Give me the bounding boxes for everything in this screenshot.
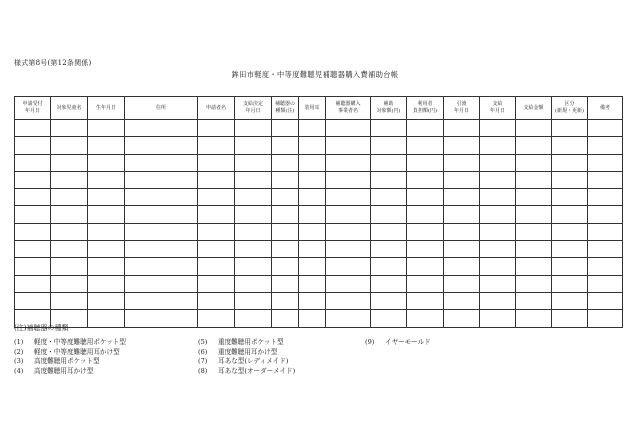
table-cell	[552, 189, 588, 206]
table-cell	[516, 206, 552, 223]
table-cell	[125, 258, 198, 275]
table-cell	[407, 310, 444, 327]
table-cell	[552, 258, 588, 275]
header-hearing-aid-type: 補聴器の 種類(注)	[272, 97, 299, 120]
table-cell	[198, 137, 235, 154]
table-cell	[15, 137, 51, 154]
table-cell	[125, 171, 198, 188]
table-cell	[588, 154, 623, 171]
table-cell	[444, 137, 480, 154]
table-cell	[444, 206, 480, 223]
table-cell	[444, 292, 480, 309]
table-cell	[371, 120, 407, 137]
table-row	[15, 171, 623, 188]
table-cell	[407, 154, 444, 171]
legend-item-label: 高度難聴用ポケット型	[34, 357, 100, 365]
table-cell	[516, 310, 552, 327]
table-cell	[516, 137, 552, 154]
table-cell	[51, 137, 88, 154]
table-cell	[51, 154, 88, 171]
table-cell	[371, 206, 407, 223]
table-cell	[272, 223, 299, 240]
legend-column-2	[198, 338, 295, 376]
table-cell	[125, 310, 198, 327]
table-cell	[552, 275, 588, 292]
table-cell	[480, 206, 516, 223]
table-cell	[272, 154, 299, 171]
table-cell	[15, 189, 51, 206]
table-cell	[198, 171, 235, 188]
table-cell	[407, 137, 444, 154]
header-remarks: 備考	[588, 97, 623, 120]
legend-item-label: イヤーモールド	[385, 338, 431, 346]
table-row	[15, 189, 623, 206]
header-address: 住所	[125, 97, 198, 120]
table-cell	[299, 206, 326, 223]
table-cell	[125, 241, 198, 258]
table-cell	[480, 292, 516, 309]
table-cell	[371, 171, 407, 188]
table-cell	[371, 154, 407, 171]
table-header-row	[15, 97, 623, 120]
table-cell	[235, 223, 272, 240]
table-cell	[51, 292, 88, 309]
legend-item-label: 耳あな型(レディメイド)	[218, 357, 289, 365]
table-cell	[516, 241, 552, 258]
legend-item	[14, 338, 126, 348]
legend-item	[14, 357, 126, 367]
table-cell	[272, 241, 299, 258]
legend-item-label: 重度難聴用耳かけ型	[218, 347, 278, 356]
header-applicant-name: 申請者名	[198, 97, 235, 120]
table-cell	[272, 292, 299, 309]
table-cell	[235, 120, 272, 137]
table-cell	[480, 241, 516, 258]
table-cell	[552, 223, 588, 240]
table-cell	[480, 154, 516, 171]
table-cell	[235, 275, 272, 292]
legend-item-number: (4)	[14, 366, 24, 375]
table-cell	[272, 120, 299, 137]
legend-item	[14, 348, 126, 358]
table-row	[15, 137, 623, 154]
legend-item	[198, 367, 295, 377]
table-cell	[272, 258, 299, 275]
table-cell	[198, 223, 235, 240]
header-payment-date: 支給 年月日	[480, 97, 516, 120]
table-cell	[444, 189, 480, 206]
table-cell	[15, 275, 51, 292]
table-cell	[588, 206, 623, 223]
table-row	[15, 154, 623, 171]
header-wearing-ear: 装用耳	[299, 97, 326, 120]
table-cell	[272, 137, 299, 154]
table-cell	[588, 310, 623, 327]
table-cell	[51, 171, 88, 188]
table-cell	[552, 171, 588, 188]
table-cell	[480, 275, 516, 292]
table-cell	[444, 171, 480, 188]
table-cell	[15, 120, 51, 137]
table-cell	[444, 223, 480, 240]
table-cell	[407, 120, 444, 137]
header-birth-date: 生年月日	[88, 97, 125, 120]
legend-column-1	[14, 338, 126, 376]
legend-item-number: (9)	[365, 338, 375, 346]
table-cell	[299, 310, 326, 327]
table-cell	[235, 189, 272, 206]
table-cell	[552, 310, 588, 327]
table-cell	[235, 241, 272, 258]
table-cell	[371, 223, 407, 240]
table-row	[15, 120, 623, 137]
table-cell	[326, 223, 371, 240]
table-cell	[552, 154, 588, 171]
subsidy-ledger-table	[14, 96, 623, 328]
table-cell	[516, 189, 552, 206]
table-cell	[198, 206, 235, 223]
table-cell	[125, 206, 198, 223]
table-cell	[299, 241, 326, 258]
legend-item-number: (5)	[198, 338, 208, 346]
table-cell	[588, 241, 623, 258]
header-user-burden: 利用者 負担額(円)	[407, 97, 444, 120]
table-cell	[588, 275, 623, 292]
header-child-name: 対象児童名	[51, 97, 88, 120]
legend-item-number: (8)	[198, 366, 208, 375]
table-cell	[235, 258, 272, 275]
document-title: 鉾田市軽度・中等度難聴児補聴器購入費補助台帳	[231, 70, 399, 79]
table-cell	[51, 223, 88, 240]
table-cell	[588, 292, 623, 309]
table-cell	[299, 292, 326, 309]
table-cell	[371, 189, 407, 206]
table-cell	[88, 189, 125, 206]
table-cell	[125, 154, 198, 171]
table-cell	[326, 241, 371, 258]
table-row	[15, 310, 623, 327]
table-cell	[299, 137, 326, 154]
table-cell	[88, 120, 125, 137]
table-cell	[326, 206, 371, 223]
table-cell	[88, 241, 125, 258]
table-cell	[371, 310, 407, 327]
table-cell	[15, 171, 51, 188]
table-cell	[516, 258, 552, 275]
table-cell	[88, 258, 125, 275]
table-cell	[198, 120, 235, 137]
legend-column-3	[365, 338, 431, 348]
table-body	[15, 120, 623, 328]
table-row	[15, 275, 623, 292]
header-delivery-date: 引渡 年月日	[444, 97, 480, 120]
table-cell	[444, 241, 480, 258]
table-cell	[198, 189, 235, 206]
table-cell	[588, 171, 623, 188]
table-cell	[516, 154, 552, 171]
table-cell	[516, 120, 552, 137]
table-cell	[299, 189, 326, 206]
table-cell	[407, 206, 444, 223]
header-decision-date: 支給決定 年月日	[235, 97, 272, 120]
table-cell	[272, 171, 299, 188]
notes-title: (注)補聴器の種類	[14, 324, 69, 332]
table-cell	[88, 154, 125, 171]
table-row	[15, 223, 623, 240]
table-cell	[51, 258, 88, 275]
table-cell	[588, 137, 623, 154]
table-cell	[198, 154, 235, 171]
table-cell	[125, 292, 198, 309]
legend-item	[198, 348, 295, 358]
table-cell	[15, 292, 51, 309]
legend-item-number: (3)	[14, 357, 24, 365]
legend-item-label: 軽度・中等度難聴用ポケット型	[34, 338, 126, 346]
table-cell	[51, 241, 88, 258]
form-number-label: 様式第8号(第12条関係)	[14, 59, 92, 67]
table-cell	[299, 171, 326, 188]
table-cell	[480, 171, 516, 188]
table-cell	[15, 154, 51, 171]
table-cell	[326, 189, 371, 206]
table-cell	[272, 310, 299, 327]
table-cell	[235, 137, 272, 154]
table-cell	[88, 292, 125, 309]
table-cell	[51, 120, 88, 137]
table-cell	[88, 223, 125, 240]
table-cell	[407, 223, 444, 240]
table-cell	[480, 189, 516, 206]
table-cell	[326, 292, 371, 309]
legend-item	[14, 367, 126, 377]
header-subsidy-amount: 補助 対象額(円)	[371, 97, 407, 120]
legend-item-number: (6)	[198, 347, 208, 356]
table-cell	[407, 171, 444, 188]
table-cell	[235, 206, 272, 223]
table-cell	[51, 189, 88, 206]
table-cell	[371, 292, 407, 309]
table-cell	[516, 275, 552, 292]
table-cell	[407, 275, 444, 292]
table-cell	[371, 275, 407, 292]
table-cell	[588, 223, 623, 240]
table-cell	[407, 258, 444, 275]
table-cell	[326, 258, 371, 275]
table-cell	[516, 223, 552, 240]
table-cell	[125, 189, 198, 206]
table-cell	[480, 223, 516, 240]
table-cell	[480, 258, 516, 275]
table-cell	[125, 120, 198, 137]
table-cell	[444, 275, 480, 292]
table-cell	[235, 292, 272, 309]
table-cell	[444, 120, 480, 137]
table-cell	[552, 120, 588, 137]
table-cell	[588, 189, 623, 206]
table-cell	[88, 310, 125, 327]
table-cell	[552, 137, 588, 154]
legend-item-number: (7)	[198, 357, 208, 365]
table-row	[15, 258, 623, 275]
table-cell	[198, 275, 235, 292]
table-cell	[299, 275, 326, 292]
legend-item-number: (2)	[14, 347, 24, 356]
table-cell	[198, 258, 235, 275]
header-category: 区分 (新規・更新)	[552, 97, 588, 120]
table-cell	[480, 120, 516, 137]
table-cell	[516, 171, 552, 188]
legend-item-number: (1)	[14, 338, 24, 346]
header-application-date: 申請受付 年月日	[15, 97, 51, 120]
table-cell	[125, 275, 198, 292]
table-cell	[371, 241, 407, 258]
table-cell	[552, 292, 588, 309]
table-cell	[15, 241, 51, 258]
table-cell	[272, 206, 299, 223]
table-cell	[125, 137, 198, 154]
table-cell	[371, 258, 407, 275]
table-cell	[326, 137, 371, 154]
legend-item-label: 重度難聴用ポケット型	[218, 338, 284, 346]
table-cell	[326, 154, 371, 171]
table-row	[15, 206, 623, 223]
table-cell	[371, 137, 407, 154]
table-cell	[326, 120, 371, 137]
table-cell	[588, 120, 623, 137]
table-cell	[326, 275, 371, 292]
table-cell	[235, 310, 272, 327]
table-cell	[15, 206, 51, 223]
header-vendor-name: 補聴器購入 事業者名	[326, 97, 371, 120]
table-cell	[198, 310, 235, 327]
table-cell	[51, 206, 88, 223]
table-cell	[480, 137, 516, 154]
table-cell	[272, 189, 299, 206]
table-cell	[88, 137, 125, 154]
legend-item-label: 耳あな型(オーダーメイド)	[218, 366, 296, 375]
table-cell	[235, 171, 272, 188]
table-cell	[299, 223, 326, 240]
table-cell	[88, 206, 125, 223]
table-cell	[407, 189, 444, 206]
table-cell	[299, 258, 326, 275]
table-cell	[326, 310, 371, 327]
table-cell	[299, 154, 326, 171]
legend-item	[365, 338, 431, 348]
table-cell	[444, 258, 480, 275]
header-payment-amount: 支給金額	[516, 97, 552, 120]
table-cell	[235, 154, 272, 171]
table-cell	[516, 292, 552, 309]
table-cell	[326, 171, 371, 188]
table-cell	[444, 154, 480, 171]
table-row	[15, 292, 623, 309]
legend-item	[198, 357, 295, 367]
legend-item-label: 軽度・中等度難聴用耳かけ型	[34, 347, 120, 356]
legend-item	[198, 338, 295, 348]
table-cell	[15, 223, 51, 240]
table-cell	[125, 223, 198, 240]
table-cell	[272, 275, 299, 292]
table-cell	[15, 258, 51, 275]
table-cell	[299, 120, 326, 137]
table-cell	[88, 171, 125, 188]
table-cell	[198, 241, 235, 258]
table-cell	[51, 275, 88, 292]
table-cell	[444, 310, 480, 327]
legend-item-label: 高度難聴用耳かけ型	[34, 366, 94, 375]
table-cell	[198, 292, 235, 309]
table-cell	[480, 310, 516, 327]
table-cell	[552, 241, 588, 258]
table-cell	[407, 292, 444, 309]
table-cell	[407, 241, 444, 258]
table-row	[15, 241, 623, 258]
table-cell	[88, 275, 125, 292]
table-cell	[588, 258, 623, 275]
table-cell	[552, 206, 588, 223]
